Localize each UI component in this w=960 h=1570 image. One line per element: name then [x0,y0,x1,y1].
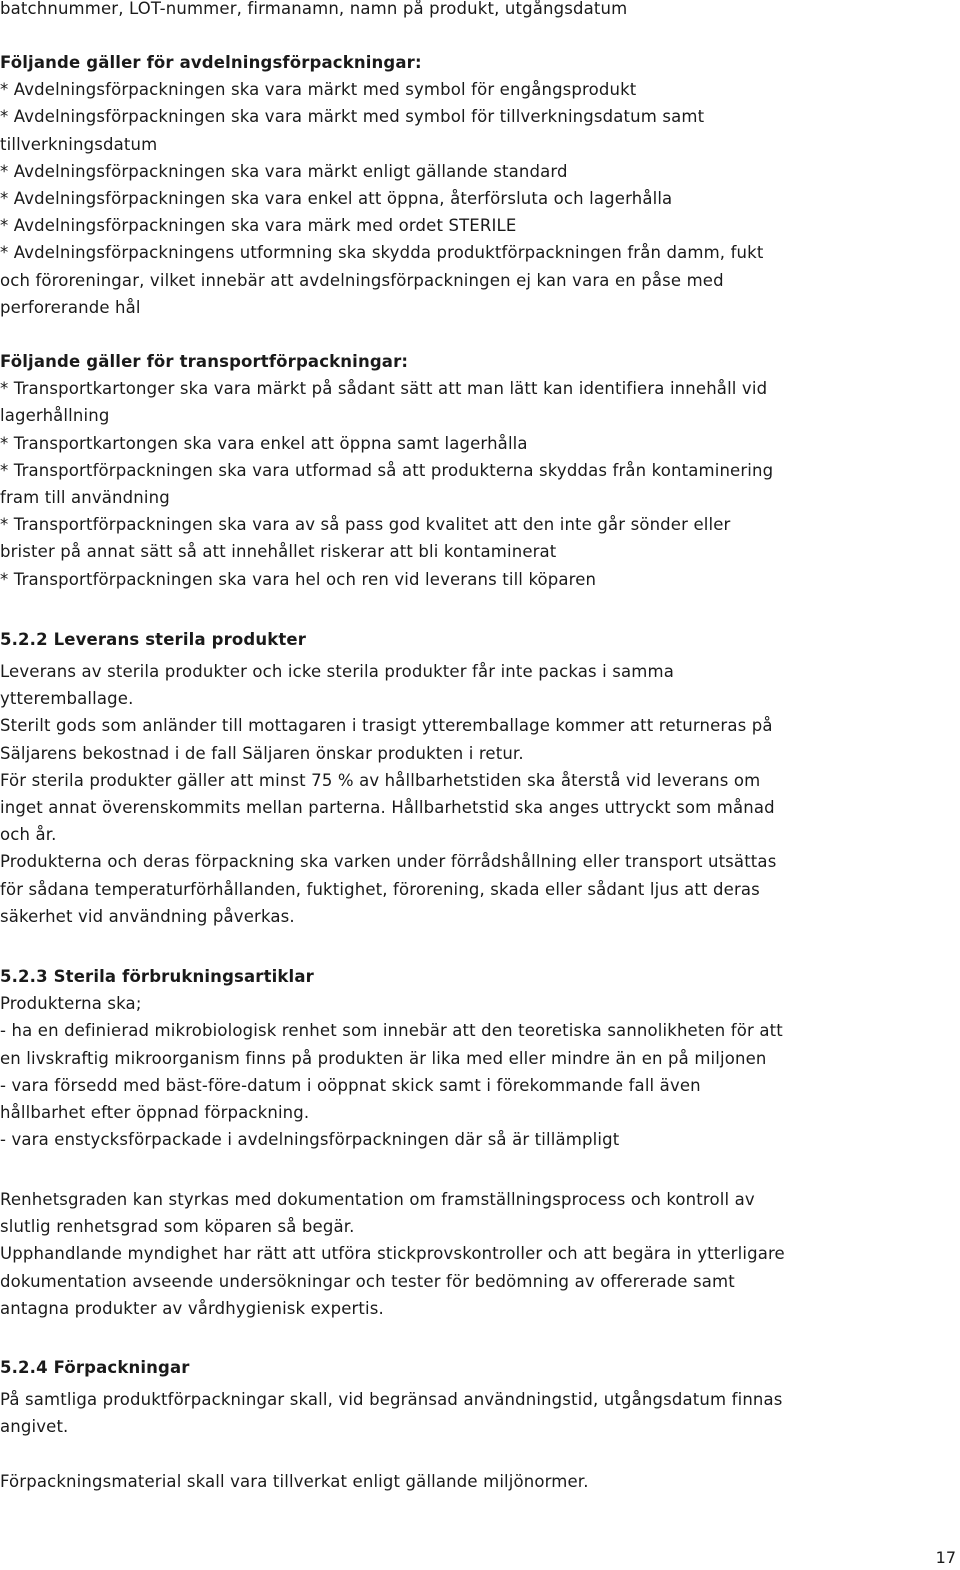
paragraph-line: ytteremballage. [0,689,134,709]
avdelning-heading: Följande gäller för avdelningsförpackningar: [0,53,422,72]
list-item: * Transportförpackningen ska vara utformad så att produkterna skyddas från kontaminering [0,460,774,480]
list-item: fram till användning [0,487,170,507]
paragraph-line: På samtliga produktförpackningar skall, vid begränsad användningstid, utgångsdatum finnas [0,1390,783,1409]
paragraph-line: slutlig renhetsgrad som köparen så begär. [0,1217,355,1237]
paragraph-line: Produkterna och deras förpackning ska varken under förrådshållning eller transport utsättas [0,852,777,872]
paragraph-line: Renhetsgraden kan styrkas med dokumentation om framställningsprocess och kontroll av [0,1190,755,1209]
section-heading: 5.2.3 Sterila förbrukningsartiklar [0,967,314,986]
list-item: * Avdelningsförpackningens utformning ska skydda produktförpackningen från damm, fukt [0,243,764,263]
list-item: - ha en definierad mikrobiologisk renhet som innebär att den teoretiska sannolikheten för att [0,1021,783,1041]
paragraph-line: Produkterna ska; [0,994,142,1014]
section-5-2-4-body [0,1386,920,1440]
paragraph-line: inget annat överenskommits mellan parterna. Hållbarhetstid ska anges uttryckt som månad [0,797,775,817]
list-item: * Avdelningsförpackningen ska vara märk med ordet STERILE [0,216,517,236]
section-5-2-4-note [0,1468,920,1495]
section-heading: 5.2.2 Leverans sterila produkter [0,630,307,649]
list-item: * Avdelningsförpackningen ska vara märkt med symbol för tillverkningsdatum samt [0,107,705,127]
list-item: * Transportförpackningen ska vara hel och ren vid leverans till köparen [0,569,597,589]
paragraph-line: Leverans av sterila produkter och icke sterila produkter får inte packas i samma [0,662,674,681]
paragraph-line: Säljarens bekostnad i de fall Säljaren önskar produkten i retur. [0,743,524,763]
paragraph-line: dokumentation avseende undersökningar och tester för bedömning av offererade samt [0,1271,735,1291]
list-item: * Avdelningsförpackningen ska vara märkt enligt gällande standard [0,161,568,181]
paragraph-line: säkerhet vid användning påverkas. [0,906,295,926]
list-item: en livskraftig mikroorganism finns på produkten är lika med eller mindre än en på miljonen [0,1048,767,1068]
section-5-2-3-body [0,1186,920,1322]
list-item: * Transportförpackningen ska vara av så pass god kvalitet att den inte går sönder eller [0,515,731,535]
avdelning-section [0,49,920,321]
paragraph-line: antagna produkter av vårdhygienisk expertis. [0,1298,384,1318]
list-item: - vara försedd med bäst-före-datum i oöppnat skick samt i förekommande fall även [0,1075,701,1095]
page-number: 17 [935,1548,956,1567]
section-5-2-4 [0,1354,920,1381]
paragraph-line: För sterila produkter gäller att minst 75 % av hållbarhetstiden ska återstå vid leverans om [0,770,761,790]
list-item: lagerhållning [0,406,110,426]
list-item: brister på annat sätt så att innehållet riskerar att bli kontaminerat [0,542,557,562]
paragraph-line: Upphandlande myndighet har rätt att utföra stickprovskontroller och att begära in ytterligare [0,1244,785,1264]
list-item: * Avdelningsförpackningen ska vara enkel att öppna, återförsluta och lagerhålla [0,188,673,208]
paragraph-line: för sådana temperaturförhållanden, fuktighet, förorening, skada eller sådant ljus att deras [0,879,760,899]
list-item: * Transportkartongen ska vara enkel att öppna samt lagerhålla [0,433,528,453]
section-5-2-2 [0,626,920,653]
transport-section [0,348,920,593]
list-item: hållbarhet efter öppnad förpackning. [0,1102,310,1122]
list-item: tillverkningsdatum [0,134,158,154]
top-fragment [0,0,920,22]
list-item: och föroreningar, vilket innebär att avdelningsförpackningen ej kan vara en påse med [0,270,724,290]
section-5-2-3 [0,963,920,1153]
paragraph-line: och år. [0,825,57,845]
paragraph-line: Sterilt gods som anländer till mottagaren i trasigt ytteremballage kommer att returneras på [0,716,773,736]
paragraph-line: Förpackningsmaterial skall vara tillverkat enligt gällande miljönormer. [0,1472,589,1491]
paragraph-line: angivet. [0,1417,69,1437]
list-item: - vara enstycksförpackade i avdelningsförpackningen där så är tillämpligt [0,1130,620,1150]
list-item: perforerande hål [0,297,141,317]
section-heading: 5.2.4 Förpackningar [0,1358,190,1377]
section-5-2-2-body [0,658,920,930]
text-line: batchnummer, LOT-nummer, firmanamn, namn på produkt, utgångsdatum [0,0,628,18]
list-item: * Transportkartonger ska vara märkt på sådant sätt att man lätt kan identifiera innehåll vid [0,379,768,399]
list-item: * Avdelningsförpackningen ska vara märkt med symbol för engångsprodukt [0,80,637,100]
transport-heading: Följande gäller för transportförpackningar: [0,352,409,371]
